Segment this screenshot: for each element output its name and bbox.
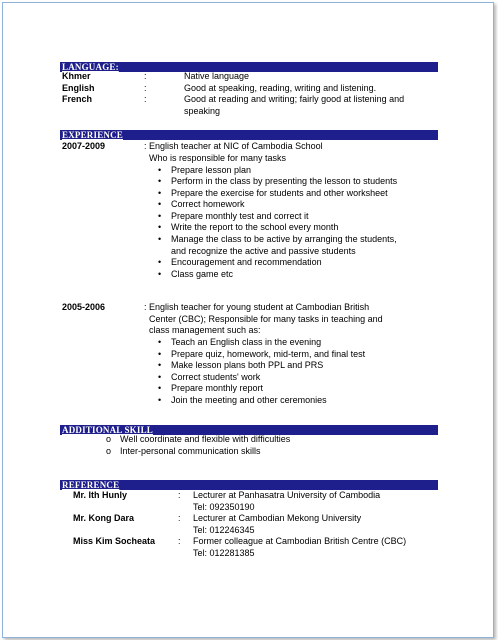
- bullet-icon: •: [158, 222, 162, 233]
- job-task-list: [158, 164, 398, 281]
- list-item: • Prepare monthly report: [158, 383, 264, 394]
- additional-skill-section-header: ADDITIONAL SKILL: [60, 425, 438, 435]
- list-item: • Correct students' work: [158, 371, 261, 382]
- list-item: • Prepare quiz, homework, mid-term, and final test: [158, 348, 366, 359]
- language-description-continued: speaking: [184, 105, 221, 116]
- language-description: Good at speaking, reading, writing and listening.: [184, 82, 377, 93]
- job-title: : English teacher for young student at Cambodian British: [144, 302, 370, 312]
- list-item: • Encouragement and recommendation: [158, 257, 322, 268]
- language-separator: :: [144, 94, 147, 104]
- reference-position: Former colleague at Cambodian British Centre (CBC): [193, 536, 407, 546]
- bullet-icon: •: [158, 371, 162, 382]
- reference-phone: Tel: 012246345: [193, 524, 255, 535]
- language-separator: :: [144, 71, 147, 81]
- list-item: • Write the report to the school every month: [158, 222, 339, 233]
- language-name: Khmer: [62, 71, 91, 81]
- reference-position: Lecturer at Panhasatra University of Cambodia: [193, 490, 381, 500]
- list-item-continued: and recognize the active and passive students: [171, 245, 356, 256]
- list-item: • Class game etc: [158, 268, 234, 279]
- bullet-icon: •: [158, 199, 162, 210]
- bullet-icon: •: [158, 394, 162, 405]
- bullet-icon: •: [158, 164, 162, 175]
- list-item: • Teach an English class in the evening: [158, 337, 322, 347]
- bullet-icon: •: [158, 348, 162, 359]
- language-name: English: [62, 82, 95, 93]
- job-title-continued: Center (CBC); Responsible for many tasks in teaching and: [149, 313, 383, 324]
- bullet-icon: •: [158, 268, 162, 279]
- list-item: • Join the meeting and other ceremonies: [158, 394, 327, 405]
- reference-section-header: REFERENCE: [60, 480, 438, 490]
- bullet-icon: •: [158, 257, 162, 268]
- bullet-icon: •: [158, 337, 162, 347]
- job-years: 2005-2006: [62, 302, 106, 312]
- list-item: o Inter-personal communication skills: [106, 445, 261, 456]
- list-item: • Perform in the class by presenting the lesson to students: [158, 176, 398, 187]
- job-subtitle: Who is responsible for many tasks: [149, 152, 287, 163]
- bullet-icon: •: [158, 210, 162, 221]
- language-name: French: [62, 94, 93, 104]
- list-item: o Well coordinate and flexible with difficulties: [106, 434, 291, 444]
- bullet-icon: •: [158, 360, 162, 371]
- skill-list: [106, 434, 291, 457]
- reference-separator: :: [178, 490, 181, 500]
- language-description: Good at reading and writing; fairly good at listening and: [184, 94, 405, 104]
- reference-name: Mr. Ith Hunly: [73, 490, 127, 500]
- list-item: • Prepare monthly test and correct it: [158, 210, 309, 221]
- reference-separator: :: [178, 513, 181, 523]
- language-description: Native language: [184, 71, 250, 81]
- bullet-icon: •: [158, 187, 162, 198]
- bullet-icon: •: [158, 234, 162, 245]
- language-section-header: LANGUAGE:: [60, 62, 438, 72]
- job-title: : English teacher at NIC of Cambodia School: [144, 141, 323, 151]
- language-separator: :: [144, 82, 147, 93]
- list-item: • Make lesson plans both PPL and PRS: [158, 360, 324, 371]
- reference-name: Mr. Kong Dara: [73, 513, 135, 523]
- job-title-continued: class management such as:: [149, 325, 261, 335]
- job-task-list: [158, 337, 366, 407]
- reference-phone: Tel: 092350190: [193, 501, 255, 512]
- list-item: • Manage the class to be active by arranging the students,: [158, 234, 397, 245]
- reference-phone: Tel: 012281385: [193, 547, 255, 558]
- reference-name: Miss Kim Socheata: [73, 536, 156, 546]
- list-item: • Prepare the exercise for students and other worksheet: [158, 187, 388, 198]
- circle-bullet-icon: o: [106, 434, 112, 444]
- reference-separator: :: [178, 536, 181, 546]
- list-item: • Correct homework: [158, 199, 245, 210]
- bullet-icon: •: [158, 176, 162, 187]
- bullet-icon: •: [158, 383, 162, 394]
- job-years: 2007-2009: [62, 141, 106, 151]
- list-item: • Prepare lesson plan: [158, 164, 252, 175]
- circle-bullet-icon: o: [106, 445, 112, 456]
- experience-section-header: EXPERIENCE: [60, 130, 438, 140]
- reference-position: Lecturer at Cambodian Mekong University: [193, 513, 362, 523]
